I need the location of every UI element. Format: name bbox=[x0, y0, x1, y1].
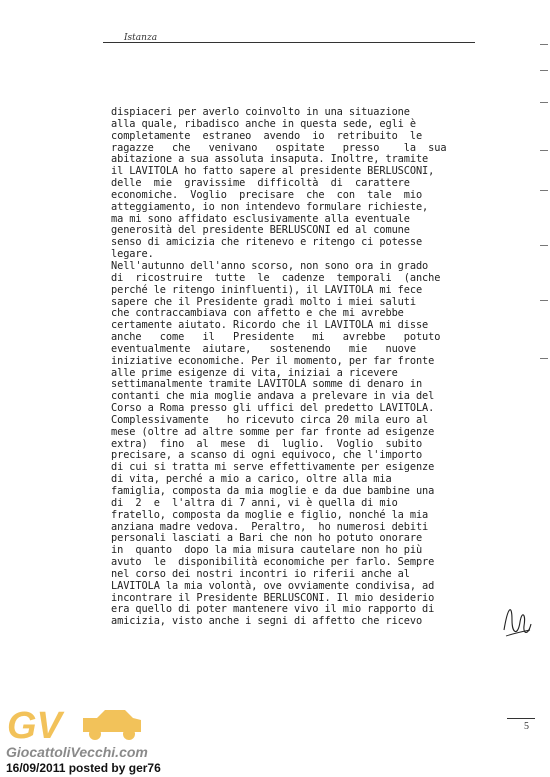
body-line: Nell'autunno dell'anno scorso, non sono ora in grado bbox=[111, 259, 429, 272]
body-line: il LAVITOLA ho fatto sapere al presidente BERLUSCONI, bbox=[111, 165, 435, 178]
body-line: fratello, composta da moglie e figlio, nonché la mia bbox=[111, 508, 429, 521]
body-line: di cui si tratta mi serve effettivamente per esigenze bbox=[111, 461, 435, 474]
watermark-logo-text: GV bbox=[7, 705, 62, 744]
body-line: mese (oltre ad altre somme per far fronte ad esigenze bbox=[111, 425, 435, 438]
header-rule bbox=[103, 42, 475, 43]
body-line: incontrare il Presidente BERLUSCONI. Il mio desiderio bbox=[111, 591, 435, 604]
body-line: generosità del presidente BERLUSCONI ed al comune bbox=[111, 224, 410, 237]
body-line: senso di amicizia che ritenevo e ritengo ci potesse bbox=[111, 236, 423, 249]
body-line: personali lasciati a Bari che non ho potuto onorare bbox=[111, 532, 423, 545]
body-line: iniziative economiche. Per il momento, per far fronte bbox=[111, 354, 435, 367]
body-line: alle prime esigenze di vita, iniziai a ricevere bbox=[111, 366, 398, 379]
body-line: Complessivamente ho ricevuto circa 20 mila euro al bbox=[111, 413, 429, 426]
body-line: sapere che il Presidente gradì molto i miei saluti bbox=[111, 295, 416, 308]
footer-rule bbox=[507, 718, 535, 719]
body-line: anziana madre vedova. Peraltro, ho numerosi debiti bbox=[111, 520, 429, 533]
body-line: di 2 e l'altra di 7 anni, vi è quella di mio bbox=[111, 496, 398, 509]
body-line: extra) fino al mese di luglio. Voglio subito bbox=[111, 437, 423, 450]
body-line: anche come il Presidente mi avrebbe potuto bbox=[111, 331, 441, 344]
body-line: contanti che mia moglie andava a prelevare in via del bbox=[111, 390, 435, 403]
body-line: di vita, perché a mio a carico, oltre alla mia bbox=[111, 473, 392, 486]
body-line: certamente aiutato. Ricordo che il LAVITOLA mi disse bbox=[111, 319, 429, 332]
page-number: 5 bbox=[524, 721, 529, 732]
scan-edge-marks bbox=[538, 40, 550, 370]
watermark-posted: 16/09/2011 posted by ger76 bbox=[6, 761, 161, 775]
body-line: legare. bbox=[111, 248, 154, 261]
body-line: nel corso dei nostri incontri io riferii anche al bbox=[111, 567, 410, 580]
body-line: che contraccambiava con affetto e che mi avrebbe bbox=[111, 307, 404, 320]
body-line: ragazze che venivano ospitate presso la sua bbox=[111, 141, 447, 154]
body-line: avuto le disponibilità economiche per farlo. Sempre bbox=[111, 556, 435, 569]
body-line: LAVITOLA la mia volontà, ove ovviamente condivisa, ad bbox=[111, 579, 435, 592]
body-line: atteggiamento, io non intendevo formulare richieste, bbox=[111, 200, 429, 213]
body-line: ma mi sono affidato esclusivamente alla eventuale bbox=[111, 212, 410, 225]
body-line: in quanto dopo la mia misura cautelare non ho più bbox=[111, 544, 423, 557]
body-line: Corso a Roma presso gli uffici del predetto LAVITOLA. bbox=[111, 402, 435, 415]
body-line: amicizia, visto anche i segni di affetto che ricevo bbox=[111, 615, 423, 628]
body-line: eventualmente aiutare, sostenendo mie nuove bbox=[111, 342, 416, 355]
body-line: settimanalmente tramite LAVITOLA somme di denaro in bbox=[111, 378, 423, 391]
body-line: economiche. Voglio precisare che con tale mio bbox=[111, 188, 423, 201]
toy-car-icon bbox=[83, 710, 141, 740]
body-line: famiglia, composta da mia moglie e da due bambine una bbox=[111, 485, 435, 497]
header-label: Istanza bbox=[124, 33, 158, 43]
body-text bbox=[111, 107, 486, 628]
body-line: delle mie gravissime difficoltà di carattere bbox=[111, 177, 410, 190]
body-line: di ricostruire tutte le cadenze temporali (anche bbox=[111, 271, 441, 284]
body-line: era quello di poter mantenere vivo il mio rapporto di bbox=[111, 603, 435, 616]
watermark-logo bbox=[5, 704, 145, 744]
handwritten-signature bbox=[500, 600, 534, 642]
body-line: completamente estraneo avendo io retribuito le bbox=[111, 129, 423, 142]
body-line: abitazione a sua assoluta insaputa. Inoltre, tramite bbox=[111, 153, 429, 166]
body-line: dispiaceri per averlo coinvolto in una situazione bbox=[111, 106, 410, 118]
watermark-site: GiocattoliVecchi.com bbox=[6, 744, 148, 760]
body-line: alla quale, ribadisco anche in questa sede, egli è bbox=[111, 117, 416, 130]
body-line: perché le ritengo ininfluenti), il LAVITOLA mi fece bbox=[111, 283, 423, 296]
body-line: precisare, a scanso di ogni equivoco, che l'importo bbox=[111, 449, 423, 462]
